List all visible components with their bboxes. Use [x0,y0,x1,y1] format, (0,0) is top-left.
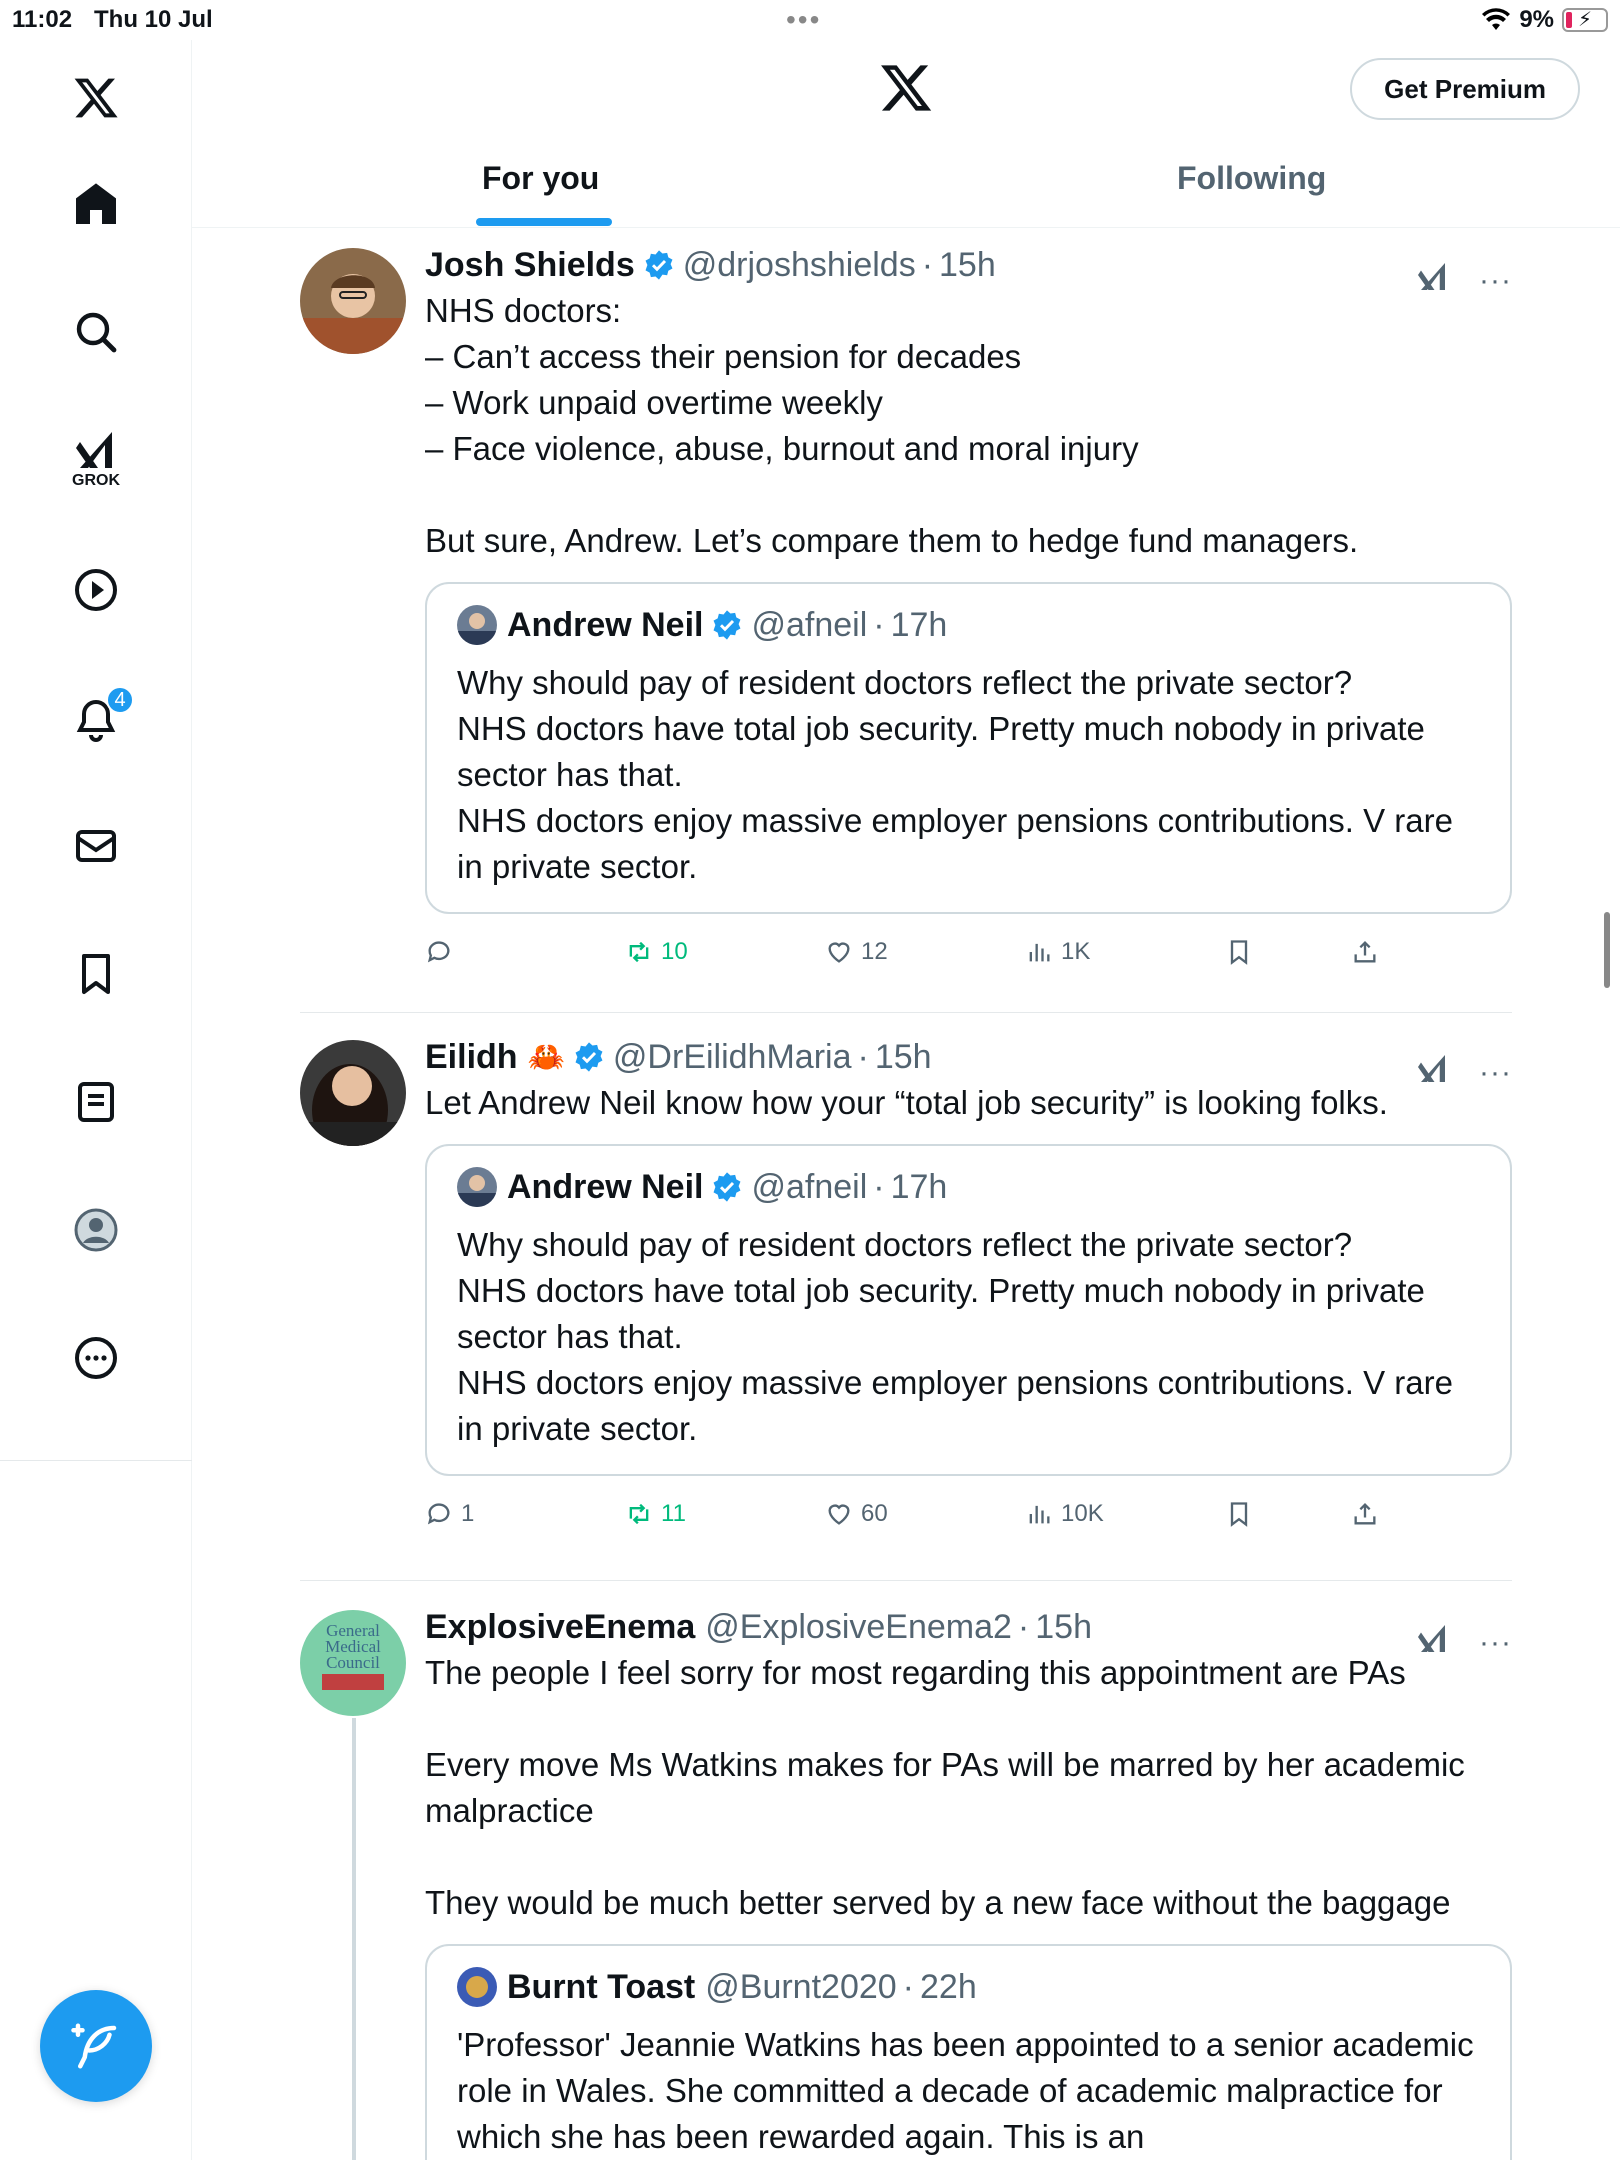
tab-for-you[interactable]: For you [482,160,600,196]
home-icon[interactable] [66,174,126,234]
post-actions [425,1490,1512,1546]
post-time[interactable]: 15h [1035,1607,1092,1646]
verified-badge-icon [711,1171,743,1203]
repost-button[interactable]: 10 [625,938,688,966]
grok-explain-icon[interactable] [1415,260,1451,301]
author-handle[interactable]: @DrEilidhMaria [612,1037,852,1076]
quoted-post-text: 'Professor' Jeannie Watkins has been appointed to a senior academic role in Wales. She committed a decade of academic malpractice for which she has been rewarded again. This is an [457,2026,1474,2155]
quoted-post-time: 17h [890,605,948,644]
grok-explain-icon[interactable] [1415,1622,1451,1663]
status-bar [0,0,1620,40]
post-more-icon[interactable]: ··· [1479,1625,1512,1659]
quoted-post-text: Why should pay of resident doctors reflect the private sector? NHS doctors have total job security. Pretty much nobody in private sector has that. NHS doctors enjoy massive employer pensions contributions. V rare in private sector. [457,1226,1453,1447]
post-actions [425,928,1512,984]
post-time[interactable]: 15h [939,245,996,284]
grok-label: GROK [72,472,120,489]
avatar[interactable] [300,1610,406,1716]
compose-post-button[interactable] [40,1990,152,2102]
status-date: Thu 10 Jul [94,6,213,33]
quoted-author-handle: @afneil [751,605,868,644]
battery-icon: ⚡ [1562,8,1608,32]
bell-icon[interactable] [66,690,126,750]
post-more-icon[interactable]: ··· [1479,263,1512,297]
avatar-logo-text: General [326,1621,380,1640]
post-divider [300,1580,1512,1581]
author-name[interactable]: ExplosiveEnema [425,1607,696,1646]
avatar [457,1967,497,2007]
quoted-post[interactable]: Andrew Neil @afneil · 17h Why should pay of resident doctors reflect the private sector? NHS doctors have total job security. Pretty much nobody in private sector has that. NHS doctors enjoy massive employer pensions contributions. V rare in private sector. [425,582,1512,914]
author-handle[interactable]: @ExplosiveEnema2 [705,1607,1012,1646]
views-button[interactable]: 10K [1025,1500,1104,1528]
svg-text:Medical: Medical [325,1637,381,1656]
sidebar [0,40,192,2160]
heart-icon [825,1500,853,1528]
svg-text:Council: Council [326,1653,380,1672]
quoted-post[interactable]: Burnt Toast @Burnt2020 · 22h 'Professor' Jeannie Watkins has been appointed to a senior academic role in Wales. She committed a decade of academic malpractice for which she has been rewarded again. This is an [425,1944,1512,2160]
crab-emoji: 🦀 [527,1040,565,1074]
search-icon[interactable] [66,302,126,362]
grok-explain-icon[interactable] [1415,1052,1451,1093]
quoted-author-name: Andrew Neil [507,605,704,644]
like-button[interactable]: 12 [825,938,888,966]
repost-icon [625,1500,653,1528]
author-name[interactable]: Josh Shields [425,245,635,284]
heart-icon [825,938,853,966]
x-logo-icon[interactable] [878,60,934,116]
share-icon [1351,938,1379,966]
views-icon [1025,1500,1053,1528]
quoted-author-name: Burnt Toast [507,1967,696,2006]
reply-button[interactable]: 1 [425,1500,474,1528]
quoted-author-name: Andrew Neil [507,1167,704,1206]
verified-badge-icon[interactable] [573,1041,605,1073]
reply-icon [425,1500,453,1528]
quoted-author-handle: @afneil [751,1167,868,1206]
verified-badge-icon [711,609,743,641]
quoted-post-text: Why should pay of resident doctors reflect the private sector? NHS doctors have total job security. Pretty much nobody in private sector has that. NHS doctors enjoy massive employer pensions contributions. V rare in private sector. [457,664,1453,885]
quoted-post-time: 22h [920,1967,977,2006]
views-button[interactable]: 1K [1025,938,1090,966]
active-tab-indicator [476,218,612,226]
repost-icon [625,938,653,966]
mail-icon[interactable] [66,816,126,876]
avatar[interactable] [300,248,406,354]
post-time[interactable]: 15h [874,1037,932,1076]
post-more-icon[interactable]: ··· [1479,1055,1512,1089]
wifi-icon [1481,8,1511,32]
avatar [457,1167,497,1207]
share-button[interactable] [1351,1500,1379,1528]
like-button[interactable]: 60 [825,1500,888,1528]
feather-plus-icon [69,2019,123,2073]
post-text: The people I feel sorry for most regarding this appointment are PAs Every move Ms Watkins makes for PAs will be marred by her academic malpractice They would be much better served by a new face without the baggage [425,1654,1465,1921]
quoted-author-handle: @Burnt2020 [705,1967,897,2006]
battery-percent: 9% [1519,6,1554,33]
list-icon[interactable] [66,1072,126,1132]
author-name[interactable]: Eilidh [425,1037,518,1076]
bookmark-button[interactable] [1225,1500,1253,1528]
bookmark-icon [1225,1500,1253,1528]
scrollbar[interactable] [1604,912,1610,988]
tab-following[interactable]: Following [1177,160,1327,196]
grok-icon[interactable] [66,422,126,489]
multitask-dots-icon[interactable]: ••• [786,4,822,35]
avatar [457,605,497,645]
share-icon [1351,1500,1379,1528]
post-text: NHS doctors: – Can’t access their pension for decades – Work unpaid overtime weekly – Face violence, abuse, burnout and moral injury But sure, Andrew. Let’s compare them to hedge fund managers. [425,292,1359,559]
post-text: Let Andrew Neil know how your “total job security” is looking folks. [425,1084,1388,1121]
reply-button[interactable] [425,938,461,966]
get-premium-button[interactable]: Get Premium [1350,58,1580,120]
share-button[interactable] [1351,938,1379,966]
thread-line [352,1718,356,2160]
quoted-post[interactable]: Andrew Neil @afneil · 17h Why should pay of resident doctors reflect the private sector? NHS doctors have total job security. Pretty much nobody in private sector has that. NHS doctors enjoy massive employer pensions contributions. V rare in private sector. [425,1144,1512,1476]
status-time: 11:02 [12,6,73,33]
verified-badge-icon[interactable] [643,249,675,281]
repost-button[interactable]: 11 [625,1500,686,1528]
bookmark-icon[interactable] [66,944,126,1004]
bookmark-button[interactable] [1225,938,1253,966]
sidebar-divider [0,1460,192,1461]
reply-icon [425,938,453,966]
quoted-post-time: 17h [890,1167,948,1206]
timeline-feed[interactable]: Josh Shields @drjoshshields · 15h ··· NHS doctors: – Can’t access their pension for decades – Work unpaid overtime weekly – Face violence, abuse, burnout and moral injury But sure, Andrew. Let’s compare them to hedge fund managers. Andrew Neil @afneil · 17h Why should pay of resident doctors reflect the private sector? NHS doctors have total job security. Pretty much nobody in private sector has that. NHS doctors enjoy massive employer pensions contributions. V rare in private sector. 10 12 1K Eilidh 🦀 @DrEilidhMaria · 15h ··· Let Andrew Neil know how your “total job security” is looking folks. Andrew Neil @afneil · 17h Why should pay of resident doctors reflect the private sector? NHS doctors have total job security. Pretty much nobody in private sector has that. NHS doctors enjoy massive employer pensions contributions. V rare in private sector. 1 11 60 10K General Medical Council ExplosiveEnema @ExplosiveEnema2 · 15h ··· The people I feel sorry for most regarding this appointment are PAs Every move Ms Watkins makes for PAs will be marred by her academic malpractice They would be much better served by a new face without the baggage Burnt Toast @Burnt2020 · 22h 'Professor' Jeannie Watkins has been appointed to a senior academic role in Wales. She committed a decade of academic malpractice for which she has been rewarded again. This is an [192,228,1620,2160]
more-icon[interactable] [66,1328,126,1388]
profile-icon[interactable] [66,1200,126,1260]
play-icon[interactable] [66,560,126,620]
avatar[interactable] [300,1040,406,1146]
timeline-header [192,40,1620,228]
author-handle[interactable]: @drjoshshields [682,245,916,284]
bookmark-icon [1225,938,1253,966]
views-icon [1025,938,1053,966]
post-divider [300,1012,1512,1013]
notification-badge: 4 [106,686,134,714]
x-logo-icon[interactable] [66,68,126,128]
